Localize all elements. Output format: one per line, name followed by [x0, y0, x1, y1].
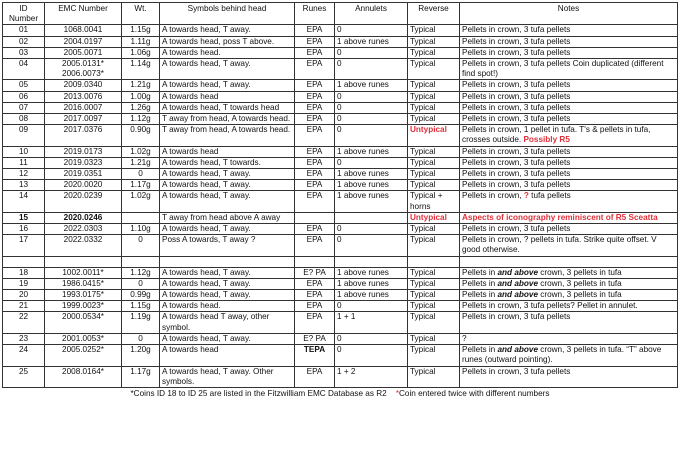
- cell-notes: Pellets in crown, 3 tufa pellets: [460, 47, 678, 58]
- header-symbols: Symbols behind head: [160, 3, 295, 25]
- cell-emc-number: 2020.0020: [45, 180, 122, 191]
- cell-annulets: 0: [335, 25, 408, 36]
- notes-text: Pellets in crown, 3 tufa pellets: [462, 366, 571, 376]
- table-header-row: [3, 3, 678, 25]
- cell-runes: EPA: [295, 59, 335, 80]
- cell-notes: Pellets in crown, 3 tufa pellets: [460, 157, 678, 168]
- cell-symbols: A towards head.: [160, 301, 295, 312]
- footnote: [3, 387, 678, 399]
- notes-text: Pellets in: [462, 278, 498, 288]
- cell-reverse: Typical: [408, 180, 460, 191]
- cell-id: 19: [3, 278, 45, 289]
- notes-text: Pellets in crown,: [462, 191, 524, 201]
- cell-id: 03: [3, 47, 45, 58]
- cell-emc-number: 2004.0197: [45, 36, 122, 47]
- cell-emc-number: 2022.0332: [45, 235, 122, 256]
- table-row: [3, 91, 678, 102]
- header-id: ID Number: [3, 3, 45, 25]
- notes-text: Pellets in: [462, 290, 498, 300]
- cell-runes: EPA: [295, 80, 335, 91]
- cell-reverse: Typical: [408, 169, 460, 180]
- cell-emc-number: 2019.0173: [45, 146, 122, 157]
- cell-emc-number: 1993.0175*: [45, 290, 122, 301]
- cell-weight: 1.20g: [122, 345, 160, 366]
- cell-annulets: 0: [335, 301, 408, 312]
- header-annulets: Annulets: [335, 3, 408, 25]
- cell-emc-number: 2001.0053*: [45, 333, 122, 344]
- notes-emphasis: and above: [497, 345, 538, 355]
- cell-annulets: 0: [335, 125, 408, 146]
- cell-emc-number: 2022.0303: [45, 224, 122, 235]
- cell-annulets: 1 above runes: [335, 290, 408, 301]
- cell-weight: 1.21g: [122, 80, 160, 91]
- cell-symbols: A towards head: [160, 146, 295, 157]
- cell-emc-number: 2000.0534*: [45, 312, 122, 333]
- cell-emc-number: 2019.0323: [45, 157, 122, 168]
- header-notes: Notes: [460, 3, 678, 25]
- header-weight: Wt.: [122, 3, 160, 25]
- cell-weight: 1.02g: [122, 191, 160, 212]
- table-row: [3, 25, 678, 36]
- cell-weight: 1.12g: [122, 114, 160, 125]
- cell-symbols: A towards head, T away.: [160, 333, 295, 344]
- cell-symbols: A towards head, T away.: [160, 180, 295, 191]
- notes-text-end: crown, 3 pellets in tufa: [538, 290, 622, 300]
- cell-id: 11: [3, 157, 45, 168]
- table-row: [3, 224, 678, 235]
- cell-runes: E? PA: [295, 333, 335, 344]
- table-row: [3, 102, 678, 113]
- cell-reverse: Untypical: [408, 212, 460, 223]
- cell-runes: EPA: [295, 146, 335, 157]
- table-footer: [3, 387, 678, 399]
- cell-reverse: Typical: [408, 290, 460, 301]
- cell-annulets: 0: [335, 91, 408, 102]
- spacer-row: [3, 256, 678, 267]
- cell-annulets: 1 above runes: [335, 278, 408, 289]
- cell-notes: Pellets in crown, 3 tufa pellets: [460, 25, 678, 36]
- notes-text: ?: [462, 333, 467, 343]
- cell-notes: Pellets in crown, 3 tufa pellets: [460, 146, 678, 157]
- table-body-main: [3, 25, 678, 256]
- cell-annulets: 0: [335, 114, 408, 125]
- cell-annulets: 0: [335, 235, 408, 256]
- cell-notes: Pellets in crown, 3 tufa pellets: [460, 114, 678, 125]
- table-row: [3, 180, 678, 191]
- cell-weight: 0: [122, 235, 160, 256]
- notes-text: Pellets in crown, 1 pellet in tufa. T's & pellets in tufa, crosses outside.: [462, 125, 651, 145]
- cell-notes: Pellets in crown, 3 tufa pellets: [460, 91, 678, 102]
- cell-runes: EPA: [295, 47, 335, 58]
- cell-weight: 1.14g: [122, 59, 160, 80]
- cell-reverse: Typical + horns: [408, 191, 460, 212]
- cell-reverse: Typical: [408, 91, 460, 102]
- notes-text: Pellets in: [462, 267, 498, 277]
- cell-runes: EPA: [295, 114, 335, 125]
- notes-text-end: crown, 3 pellets in tufa. “T” above runes (outward pointing).: [462, 345, 662, 365]
- header-runes: Runes: [295, 3, 335, 25]
- table-row: [3, 312, 678, 333]
- footnote-duplicate: Coin entered twice with different numbers: [399, 388, 550, 398]
- notes-text: Pellets in crown, 3 tufa pellets? Pellet in annulet.: [462, 301, 638, 311]
- cell-weight: 1.02g: [122, 146, 160, 157]
- cell-runes: EPA: [295, 224, 335, 235]
- cell-reverse: Typical: [408, 102, 460, 113]
- cell-id: 07: [3, 102, 45, 113]
- cell-symbols: A towards head, T away.: [160, 191, 295, 212]
- cell-annulets: [335, 212, 408, 223]
- cell-annulets: 1 above runes: [335, 80, 408, 91]
- table-row: [3, 47, 678, 58]
- cell-annulets: 1 + 1: [335, 312, 408, 333]
- cell-annulets: 0: [335, 102, 408, 113]
- cell-weight: 1.00g: [122, 91, 160, 102]
- cell-notes: Pellets in crown, 3 tufa pellets: [460, 224, 678, 235]
- cell-weight: 1.26g: [122, 102, 160, 113]
- cell-weight: 1.17g: [122, 180, 160, 191]
- notes-possibly-r5: Possibly R5: [523, 135, 570, 145]
- cell-id: 04: [3, 59, 45, 80]
- table-row: [3, 267, 678, 278]
- cell-runes: EPA: [295, 25, 335, 36]
- cell-notes: Pellets in crown, 3 tufa pellets: [460, 102, 678, 113]
- cell-symbols: A towards head, poss T above.: [160, 36, 295, 47]
- cell-id: 10: [3, 146, 45, 157]
- cell-notes: Pellets in crown, 3 tufa pellets Coin duplicated (different find spot!): [460, 59, 678, 80]
- table-row: [3, 278, 678, 289]
- cell-symbols: A towards head, T away.: [160, 290, 295, 301]
- cell-weight: 1.12g: [122, 267, 160, 278]
- cell-symbols: A towards head.: [160, 47, 295, 58]
- cell-annulets: 0: [335, 345, 408, 366]
- table-row: [3, 114, 678, 125]
- emc-number-2: 2006.0073*: [62, 69, 104, 79]
- cell-annulets: 1 above runes: [335, 36, 408, 47]
- cell-notes: [460, 345, 678, 366]
- cell-reverse: Typical: [408, 59, 460, 80]
- cell-id: 06: [3, 91, 45, 102]
- cell-runes: EPA: [295, 235, 335, 256]
- footnote-r2: *Coins ID 18 to ID 25 are listed in the Fitzwilliam EMC Database as R2: [130, 388, 387, 398]
- cell-id: 02: [3, 36, 45, 47]
- notes-text-end: crown, 3 pellets in tufa: [538, 278, 622, 288]
- cell-weight: 0.99g: [122, 290, 160, 301]
- cell-weight: 1.11g: [122, 36, 160, 47]
- cell-annulets: 1 above runes: [335, 180, 408, 191]
- cell-weight: 0: [122, 278, 160, 289]
- cell-emc-number: 2009.0340: [45, 80, 122, 91]
- cell-weight: [122, 212, 160, 223]
- table-row: [3, 235, 678, 256]
- cell-weight: 0: [122, 169, 160, 180]
- cell-runes: EPA: [295, 366, 335, 387]
- cell-emc-number: 1986.0415*: [45, 278, 122, 289]
- cell-runes: EPA: [295, 169, 335, 180]
- cell-reverse: Typical: [408, 312, 460, 333]
- cell-symbols: A towards head, T towards head: [160, 102, 295, 113]
- cell-runes: EPA: [295, 312, 335, 333]
- cell-id: 18: [3, 267, 45, 278]
- cell-runes: EPA: [295, 125, 335, 146]
- cell-annulets: 0: [335, 157, 408, 168]
- cell-emc-number: [45, 59, 122, 80]
- cell-annulets: 1 above runes: [335, 267, 408, 278]
- cell-symbols: A towards head, T away. Other symbols.: [160, 366, 295, 387]
- cell-weight: 1.10g: [122, 224, 160, 235]
- cell-emc-number: 2017.0097: [45, 114, 122, 125]
- cell-reverse: Typical: [408, 25, 460, 36]
- cell-reverse: Typical: [408, 235, 460, 256]
- cell-emc-number: 1068.0041: [45, 25, 122, 36]
- table-row: [3, 36, 678, 47]
- cell-reverse: Typical: [408, 157, 460, 168]
- cell-annulets: 0: [335, 47, 408, 58]
- cell-emc-number: 2016.0007: [45, 102, 122, 113]
- cell-notes: [460, 191, 678, 212]
- cell-notes: [460, 290, 678, 301]
- cell-id: 13: [3, 180, 45, 191]
- cell-symbols: A towards head, T away.: [160, 25, 295, 36]
- cell-notes: Pellets in crown, ? pellets in tufa. Strike quite offset. V good otherwise.: [460, 235, 678, 256]
- cell-runes: EPA: [295, 91, 335, 102]
- header-reverse: Reverse: [408, 3, 460, 25]
- cell-symbols: A towards head, T towards.: [160, 157, 295, 168]
- cell-id: 24: [3, 345, 45, 366]
- cell-id: 21: [3, 301, 45, 312]
- cell-notes: [460, 366, 678, 387]
- table-body-r2: [3, 267, 678, 387]
- table-row: [3, 146, 678, 157]
- table-row: [3, 290, 678, 301]
- cell-weight: 0.90g: [122, 125, 160, 146]
- cell-id: 09: [3, 125, 45, 146]
- cell-emc-number: 2017.0376: [45, 125, 122, 146]
- cell-reverse: Typical: [408, 301, 460, 312]
- emc-number-1: 2005.0131*: [62, 59, 104, 69]
- cell-annulets: 1 above runes: [335, 169, 408, 180]
- table-row: [3, 80, 678, 91]
- table-row: [3, 191, 678, 212]
- cell-symbols: Poss A towards, T away ?: [160, 235, 295, 256]
- cell-reverse: Typical: [408, 47, 460, 58]
- table-row: [3, 366, 678, 387]
- cell-runes: TEPA: [295, 345, 335, 366]
- cell-annulets: 0: [335, 224, 408, 235]
- cell-annulets: 0: [335, 333, 408, 344]
- cell-id: 15: [3, 212, 45, 223]
- cell-annulets: 1 above runes: [335, 191, 408, 212]
- cell-emc-number: 1002.0011*: [45, 267, 122, 278]
- cell-symbols: A towards head: [160, 91, 295, 102]
- cell-symbols: A towards head, T away.: [160, 169, 295, 180]
- header-emc-number: EMC Number: [45, 3, 122, 25]
- cell-weight: 1.06g: [122, 47, 160, 58]
- cell-id: 22: [3, 312, 45, 333]
- footnote-star: *: [395, 388, 399, 398]
- cell-reverse: Typical: [408, 333, 460, 344]
- table-row: [3, 157, 678, 168]
- cell-reverse: Typical: [408, 36, 460, 47]
- cell-runes: EPA: [295, 157, 335, 168]
- cell-notes: Pellets in crown, 3 tufa pellets: [460, 36, 678, 47]
- cell-symbols: T away from head, A towards head.: [160, 125, 295, 146]
- cell-weight: 1.17g: [122, 366, 160, 387]
- cell-symbols: A towards head, T away.: [160, 278, 295, 289]
- cell-notes: [460, 312, 678, 333]
- cell-reverse: Typical: [408, 267, 460, 278]
- cell-notes: Aspects of iconography reminiscent of R5 Sceatta: [460, 212, 678, 223]
- cell-notes: [460, 125, 678, 146]
- cell-runes: EPA: [295, 278, 335, 289]
- cell-symbols: A towards head, T away.: [160, 267, 295, 278]
- notes-emphasis: and above: [497, 278, 538, 288]
- cell-notes: [460, 267, 678, 278]
- cell-id: 16: [3, 224, 45, 235]
- cell-notes: Pellets in crown, 3 tufa pellets: [460, 180, 678, 191]
- cell-emc-number: 2008.0164*: [45, 366, 122, 387]
- cell-id: 23: [3, 333, 45, 344]
- notes-question: ?: [523, 191, 529, 201]
- cell-runes: E? PA: [295, 267, 335, 278]
- table-row: [3, 333, 678, 344]
- cell-notes: [460, 278, 678, 289]
- cell-notes: Pellets in crown, 3 tufa pellets: [460, 80, 678, 91]
- cell-symbols: T away from head, A towards head.: [160, 114, 295, 125]
- cell-id: 12: [3, 169, 45, 180]
- table-row: [3, 59, 678, 80]
- notes-text-end: tufa pellets: [528, 191, 571, 201]
- table-spacer: [3, 256, 678, 267]
- table-row: [3, 345, 678, 366]
- cell-id: 01: [3, 25, 45, 36]
- table-row: [3, 169, 678, 180]
- cell-emc-number: 2005.0071: [45, 47, 122, 58]
- cell-symbols: T away from head above A away: [160, 212, 295, 223]
- notes-emphasis: and above: [497, 267, 538, 277]
- cell-symbols: A towards head, T away.: [160, 224, 295, 235]
- coin-catalogue-table: [2, 2, 677, 399]
- cell-id: 25: [3, 366, 45, 387]
- table-row: [3, 125, 678, 146]
- cell-weight: 1.15g: [122, 25, 160, 36]
- cell-weight: 1.19g: [122, 312, 160, 333]
- cell-runes: EPA: [295, 180, 335, 191]
- cell-annulets: 1 above runes: [335, 146, 408, 157]
- cell-id: 20: [3, 290, 45, 301]
- cell-emc-number: 2020.0246: [45, 212, 122, 223]
- cell-runes: EPA: [295, 191, 335, 212]
- cell-reverse: Untypical: [408, 125, 460, 146]
- cell-notes: [460, 333, 678, 344]
- table-row: [3, 301, 678, 312]
- cell-emc-number: 2005.0252*: [45, 345, 122, 366]
- footnote-row: [3, 387, 678, 399]
- cell-runes: EPA: [295, 102, 335, 113]
- notes-text: Pellets in crown, 3 tufa pellets: [462, 312, 571, 322]
- cell-symbols: A towards head: [160, 345, 295, 366]
- cell-annulets: 0: [335, 59, 408, 80]
- notes-text: Pellets in: [462, 345, 498, 355]
- cell-symbols: A towards head, T away.: [160, 80, 295, 91]
- cell-annulets: 1 + 2: [335, 366, 408, 387]
- cell-id: 17: [3, 235, 45, 256]
- cell-symbols: A towards head T away, other symbol.: [160, 312, 295, 333]
- table-row: [3, 212, 678, 223]
- cell-reverse: Typical: [408, 114, 460, 125]
- cell-symbols: A towards head, T away.: [160, 59, 295, 80]
- cell-emc-number: 2020.0239: [45, 191, 122, 212]
- notes-emphasis: and above: [497, 290, 538, 300]
- cell-id: 05: [3, 80, 45, 91]
- cell-runes: EPA: [295, 36, 335, 47]
- cell-reverse: Typical: [408, 224, 460, 235]
- cell-reverse: Typical: [408, 345, 460, 366]
- cell-weight: 0: [122, 333, 160, 344]
- notes-text-end: crown, 3 pellets in tufa: [538, 267, 622, 277]
- cell-runes: EPA: [295, 301, 335, 312]
- cell-notes: [460, 301, 678, 312]
- cell-emc-number: 2019.0351: [45, 169, 122, 180]
- cell-id: 08: [3, 114, 45, 125]
- cell-runes: EPA: [295, 290, 335, 301]
- cell-reverse: Typical: [408, 146, 460, 157]
- cell-notes: Pellets in crown, 3 tufa pellets: [460, 169, 678, 180]
- cell-weight: 1.21g: [122, 157, 160, 168]
- cell-reverse: Typical: [408, 80, 460, 91]
- cell-id: 14: [3, 191, 45, 212]
- cell-weight: 1.15g: [122, 301, 160, 312]
- cell-reverse: Typical: [408, 278, 460, 289]
- cell-emc-number: 2013.0076: [45, 91, 122, 102]
- cell-reverse: Typical: [408, 366, 460, 387]
- cell-runes: [295, 212, 335, 223]
- cell-emc-number: 1999.0023*: [45, 301, 122, 312]
